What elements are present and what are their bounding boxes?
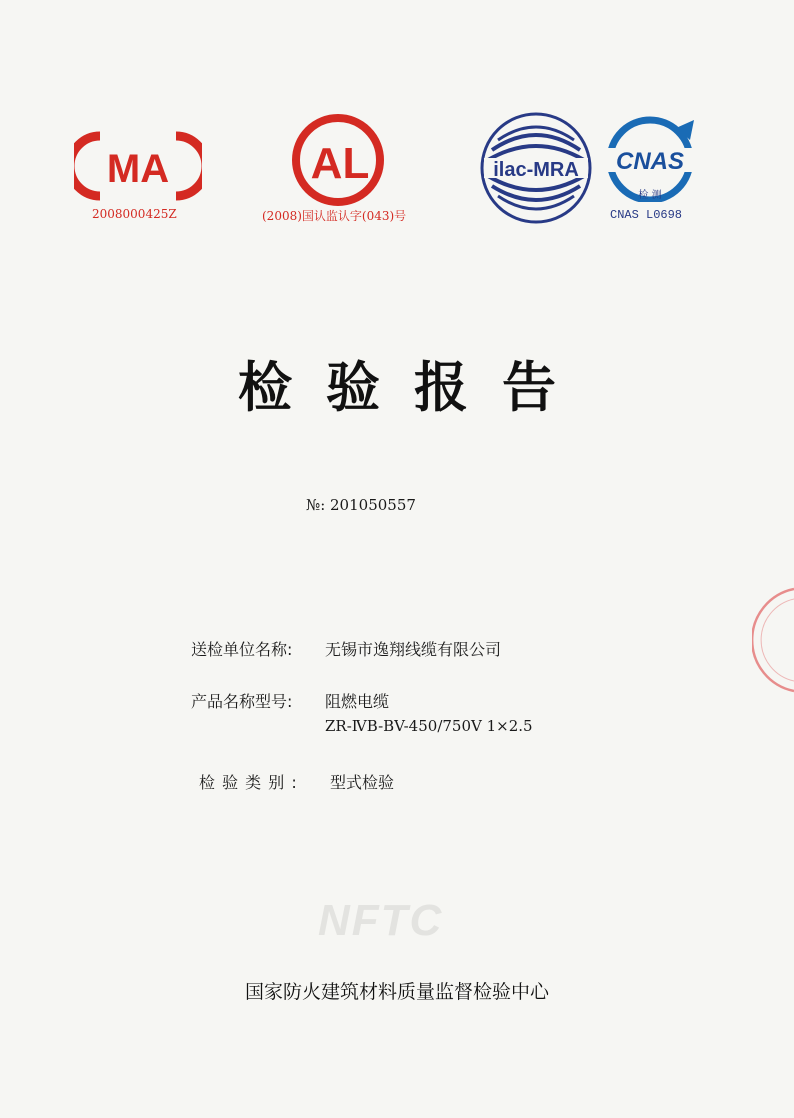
cnas-logo <box>598 114 708 202</box>
client-label: 送检单位名称: <box>191 640 293 659</box>
cnas-number: CNAS L0698 <box>610 208 683 222</box>
product-model-value: ZR-ⅣB-BV-450/750V 1×2.5 <box>325 717 533 735</box>
client-value: 无锡市逸翔线缆有限公司 <box>325 640 502 659</box>
report-number: №: 201050557 <box>306 496 416 514</box>
cnas-text: CNAS <box>615 148 685 175</box>
report-title: 检验报告 <box>238 356 590 419</box>
issuing-organization: 国家防火建筑材料质量监督检验中心 <box>244 981 549 1003</box>
nftc-watermark: NFTC <box>318 896 444 945</box>
partial-seal-stamp <box>752 585 794 695</box>
product-label: 产品名称型号: <box>191 692 293 711</box>
test-type-value: 型式检验 <box>330 773 395 792</box>
cal-number: (2008)国认监认字(043)号 <box>262 209 407 223</box>
cnas-sub-text: 检 测 <box>638 190 662 201</box>
cma-mark-logo <box>74 128 202 204</box>
cal-mark-logo <box>284 112 392 208</box>
cma-mark-text: MA <box>106 147 170 191</box>
test-type-label: 检 验 类 别 : <box>199 773 297 792</box>
cma-number: 2008000425Z <box>92 207 177 221</box>
cal-mark-text: AL <box>310 139 370 188</box>
ilac-mra-logo <box>478 110 594 226</box>
ilac-mra-text: ilac-MRA <box>493 159 579 181</box>
product-name-value: 阻燃电缆 <box>325 692 390 711</box>
